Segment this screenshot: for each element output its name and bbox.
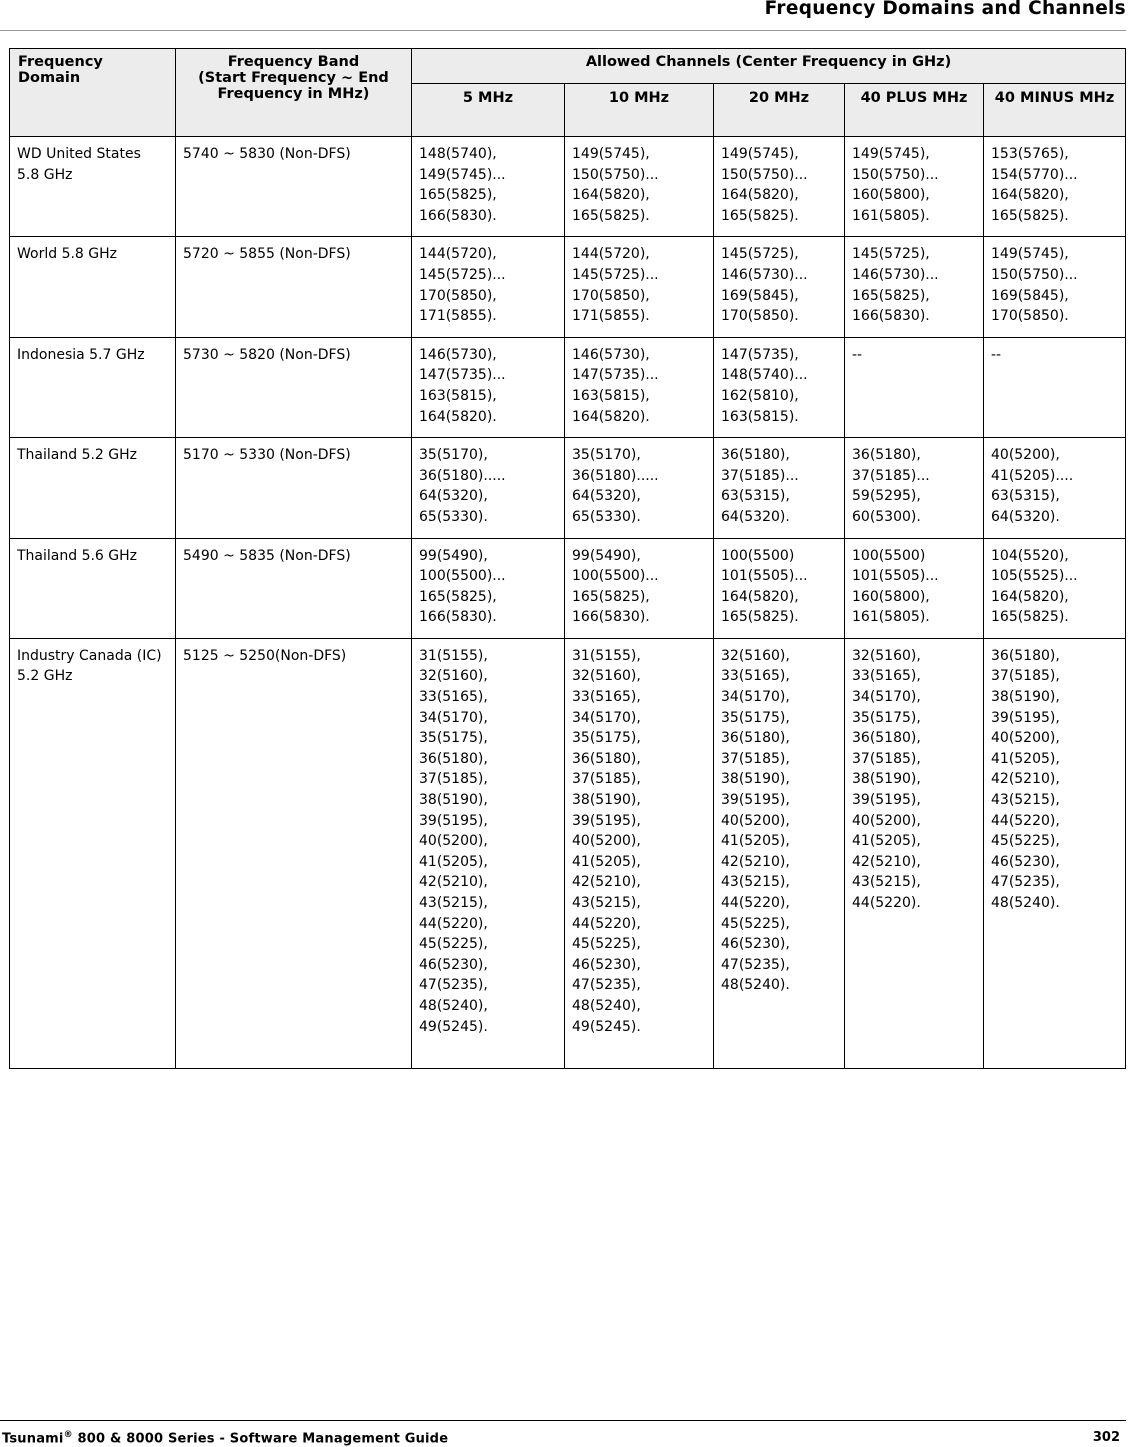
cell-40-minus-mhz: 40(5200), 41(5205).... 63(5315), 64(5320). <box>984 438 1126 538</box>
cell-20mhz: 32(5160), 33(5165), 34(5170), 35(5175), 36(5180), 37(5185), 38(5190), 39(5195), 40(5200), 41(5205), 42(5210), 43(5215), 44(5220), 45(5225), 46(5230), 47(5235), 48(5240). <box>714 638 845 1068</box>
frequency-domains-table <box>9 48 1126 1069</box>
cell-20mhz: 100(5500) 101(5505)... 164(5820), 165(5825). <box>714 538 845 638</box>
table-row <box>10 638 1126 1068</box>
guide-title <box>2 1430 448 1446</box>
table-row <box>10 538 1126 638</box>
cell-5mhz: 146(5730), 147(5735)... 163(5815), 164(5820). <box>412 337 565 437</box>
frequency-band-label: Frequency Band <box>227 54 360 70</box>
cell-5mhz: 144(5720), 145(5725)... 170(5850), 171(5855). <box>412 237 565 337</box>
page-footer <box>0 1420 1126 1447</box>
cell-band: 5170 ~ 5330 (Non-DFS) <box>176 438 412 538</box>
table-row <box>10 438 1126 538</box>
column-header-40-plus-mhz: 40 PLUS MHz <box>845 84 984 137</box>
cell-5mhz: 99(5490), 100(5500)... 165(5825), 166(5830). <box>412 538 565 638</box>
column-header-40-minus-mhz: 40 MINUS MHz <box>984 84 1126 137</box>
column-header-allowed-channels: Allowed Channels (Center Frequency in GHz) <box>412 49 1126 84</box>
cell-10mhz: 149(5745), 150(5750)... 164(5820), 165(5825). <box>565 137 714 237</box>
column-header-10mhz: 10 MHz <box>565 84 714 137</box>
table-row <box>10 337 1126 437</box>
product-name: Tsunami <box>2 1431 64 1447</box>
cell-10mhz: 99(5490), 100(5500)... 165(5825), 166(5830). <box>565 538 714 638</box>
cell-10mhz: 35(5170), 36(5180)..... 64(5320), 65(5330). <box>565 438 714 538</box>
table-row <box>10 137 1126 237</box>
cell-domain: Thailand 5.6 GHz <box>10 538 176 638</box>
table-row <box>10 237 1126 337</box>
cell-band: 5125 ~ 5250(Non-DFS) <box>176 638 412 1068</box>
cell-40-plus-mhz: 149(5745), 150(5750)... 160(5800), 161(5805). <box>845 137 984 237</box>
cell-40-plus-mhz: 36(5180), 37(5185)... 59(5295), 60(5300). <box>845 438 984 538</box>
cell-domain: Industry Canada (IC) 5.2 GHz <box>10 638 176 1068</box>
cell-40-plus-mhz: 32(5160), 33(5165), 34(5170), 35(5175), 36(5180), 37(5185), 38(5190), 39(5195), 40(5200), 41(5205), 42(5210), 43(5215), 44(5220). <box>845 638 984 1068</box>
cell-5mhz: 148(5740), 149(5745)... 165(5825), 166(5830). <box>412 137 565 237</box>
cell-5mhz: 35(5170), 36(5180)..... 64(5320), 65(5330). <box>412 438 565 538</box>
column-header-frequency-domain: Frequency Domain <box>10 49 176 137</box>
cell-40-minus-mhz: 36(5180), 37(5185), 38(5190), 39(5195), 40(5200), 41(5205), 42(5210), 43(5215), 44(5220), 45(5225), 46(5230), 47(5235), 48(5240). <box>984 638 1126 1068</box>
cell-10mhz: 146(5730), 147(5735)... 163(5815), 164(5820). <box>565 337 714 437</box>
column-header-20mhz: 20 MHz <box>714 84 845 137</box>
page-header <box>0 0 1126 31</box>
cell-domain: World 5.8 GHz <box>10 237 176 337</box>
cell-20mhz: 145(5725), 146(5730)... 169(5845), 170(5850). <box>714 237 845 337</box>
cell-20mhz: 147(5735), 148(5740)... 162(5810), 163(5815). <box>714 337 845 437</box>
header-row <box>10 49 1126 84</box>
cell-40-minus-mhz: 149(5745), 150(5750)... 169(5845), 170(5850). <box>984 237 1126 337</box>
registered-mark: ® <box>63 1430 73 1440</box>
cell-band: 5720 ~ 5855 (Non-DFS) <box>176 237 412 337</box>
cell-20mhz: 149(5745), 150(5750)... 164(5820), 165(5825). <box>714 137 845 237</box>
column-header-5mhz: 5 MHz <box>412 84 565 137</box>
cell-5mhz: 31(5155), 32(5160), 33(5165), 34(5170), 35(5175), 36(5180), 37(5185), 38(5190), 39(5195), 40(5200), 41(5205), 42(5210), 43(5215), 44(5220), 45(5225), 46(5230), 47(5235), 48(5240), 49(5245). <box>412 638 565 1068</box>
guide-subtitle: 800 & 8000 Series - Software Management Guide <box>72 1431 449 1447</box>
cell-40-plus-mhz: -- <box>845 337 984 437</box>
cell-10mhz: 144(5720), 145(5725)... 170(5850), 171(5855). <box>565 237 714 337</box>
cell-domain: WD United States 5.8 GHz <box>10 137 176 237</box>
cell-band: 5730 ~ 5820 (Non-DFS) <box>176 337 412 437</box>
cell-20mhz: 36(5180), 37(5185)... 63(5315), 64(5320). <box>714 438 845 538</box>
frequency-band-sublabel: (Start Frequency ~ End Frequency in MHz) <box>198 70 389 102</box>
cell-band: 5740 ~ 5830 (Non-DFS) <box>176 137 412 237</box>
column-header-frequency-band <box>176 49 412 137</box>
cell-band: 5490 ~ 5835 (Non-DFS) <box>176 538 412 638</box>
cell-domain: Thailand 5.2 GHz <box>10 438 176 538</box>
cell-40-minus-mhz: -- <box>984 337 1126 437</box>
cell-40-plus-mhz: 100(5500) 101(5505)... 160(5800), 161(5805). <box>845 538 984 638</box>
cell-domain: Indonesia 5.7 GHz <box>10 337 176 437</box>
page-title: Frequency Domains and Channels <box>764 0 1126 19</box>
cell-40-minus-mhz: 153(5765), 154(5770)... 164(5820), 165(5825). <box>984 137 1126 237</box>
cell-40-minus-mhz: 104(5520), 105(5525)... 164(5820), 165(5825). <box>984 538 1126 638</box>
cell-40-plus-mhz: 145(5725), 146(5730)... 165(5825), 166(5830). <box>845 237 984 337</box>
page-number: 302 <box>1092 1430 1120 1445</box>
cell-10mhz: 31(5155), 32(5160), 33(5165), 34(5170), 35(5175), 36(5180), 37(5185), 38(5190), 39(5195), 40(5200), 41(5205), 42(5210), 43(5215), 44(5220), 45(5225), 46(5230), 47(5235), 48(5240), 49(5245). <box>565 638 714 1068</box>
